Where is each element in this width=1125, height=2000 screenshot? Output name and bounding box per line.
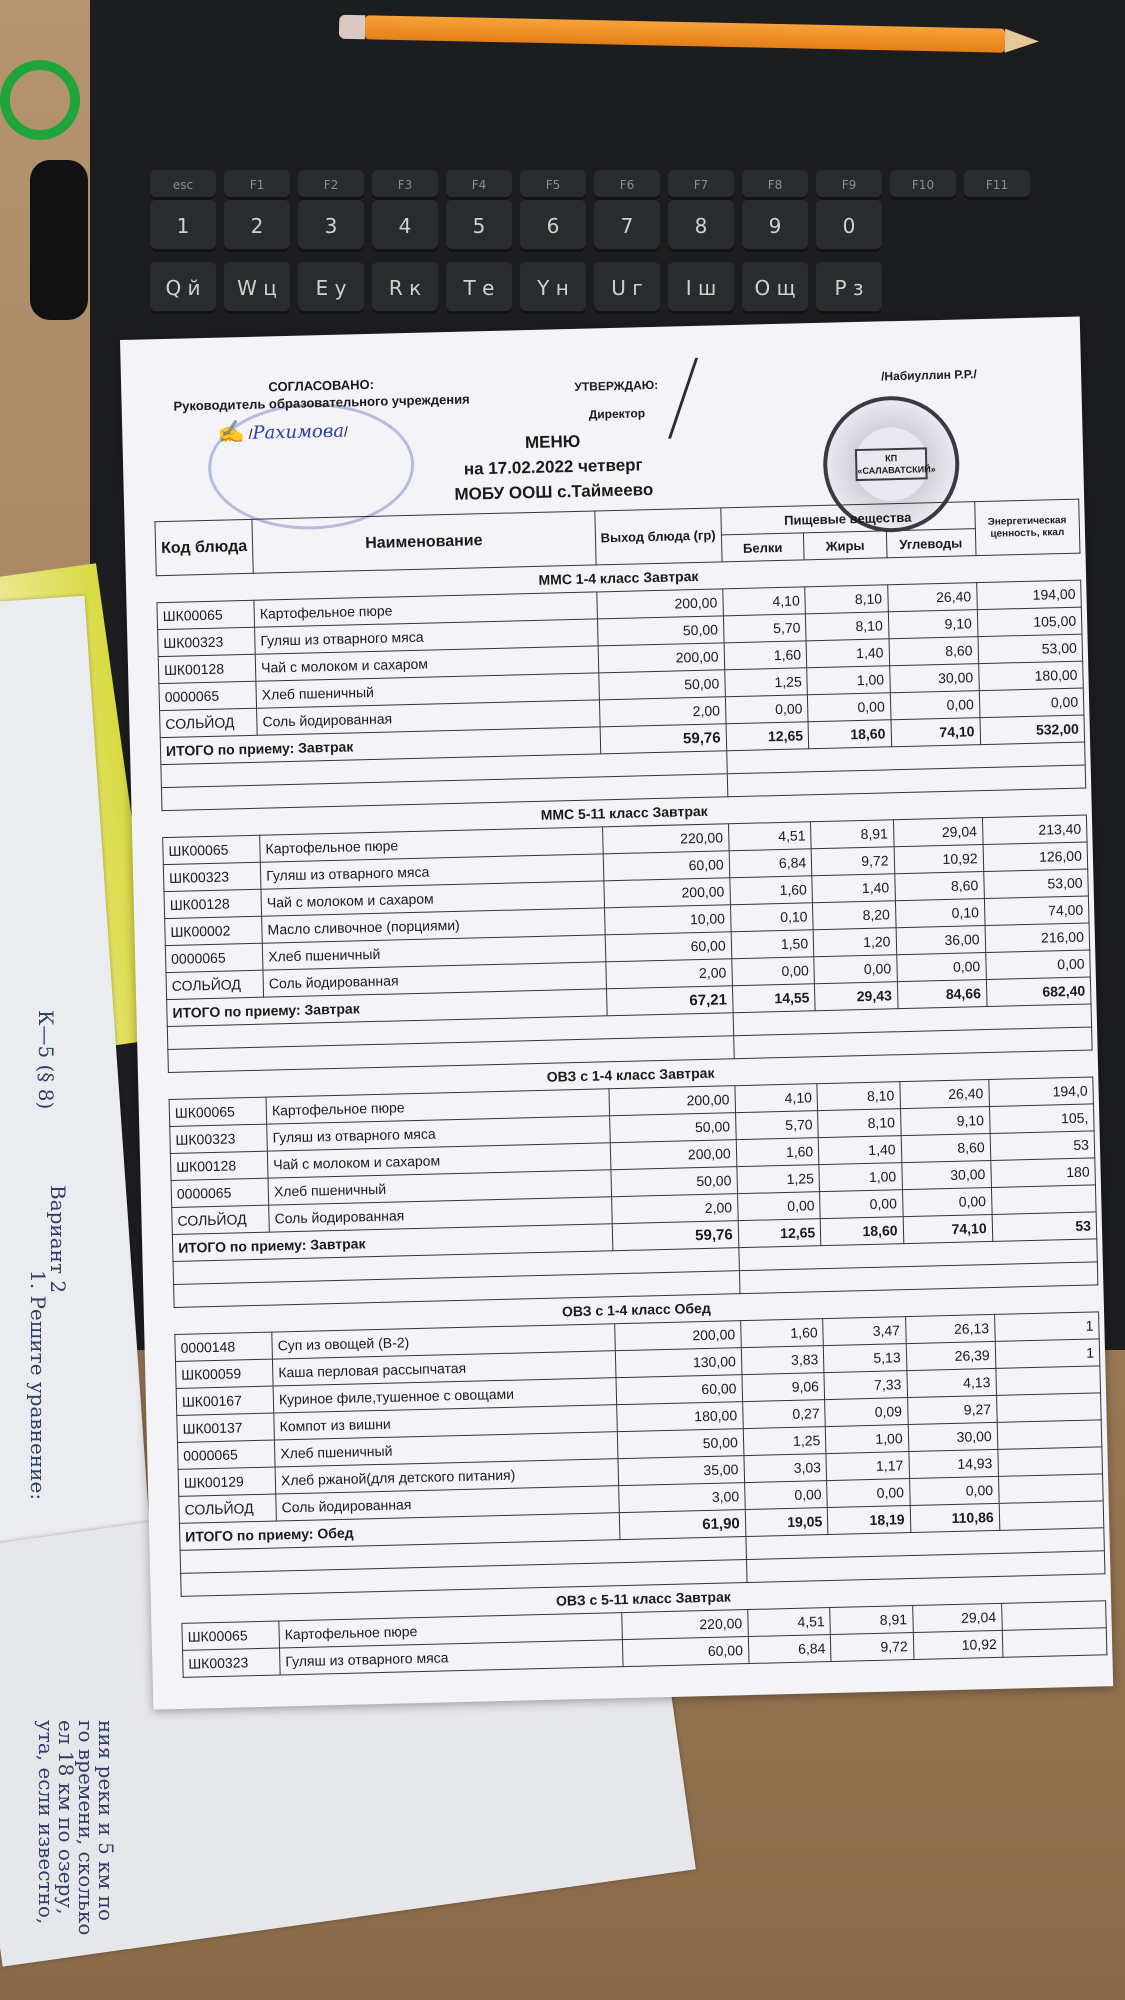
keyboard-key: F10 — [890, 170, 956, 200]
dish-energy: 105,00 — [977, 607, 1082, 637]
dish-energy: 74,00 — [984, 896, 1089, 926]
menu-title-date: на 17.02.2022 четверг — [463, 455, 643, 479]
dish-name: Суп из овощей (В-2) — [272, 1324, 615, 1359]
function-key-row — [150, 170, 1030, 200]
keyboard-key: 1 — [150, 200, 216, 252]
keyboard-key: F4 — [446, 170, 512, 200]
dish-fats: 8,20 — [813, 901, 896, 930]
total-carbs: 74,10 — [903, 1214, 993, 1243]
dish-carbs: 4,13 — [906, 1368, 996, 1397]
dish-output: 50,00 — [598, 670, 725, 700]
menu-title-line1: МЕНЮ — [524, 431, 581, 453]
keyboard-key: F5 — [520, 170, 586, 200]
dish-energy — [997, 1420, 1102, 1450]
keyboard-key: F9 — [816, 170, 882, 200]
section-title: ОВЗ с 5-11 класс Завтрак — [181, 1574, 1105, 1624]
dish-fats: 7,33 — [824, 1371, 907, 1400]
total-carbs: 110,86 — [910, 1503, 1000, 1532]
approval-signature: Рахимова — [252, 420, 345, 444]
dish-fats: 1,00 — [819, 1163, 902, 1192]
menu-title — [342, 424, 764, 509]
total-energy: 532,00 — [980, 715, 1085, 745]
header-nutrients: Пищевые вещества — [720, 502, 975, 535]
keyboard-key: F3 — [372, 170, 438, 200]
worksheet-task: 1. Решите уравнение: — [26, 1270, 50, 1501]
dish-output: 200,00 — [614, 1321, 741, 1351]
dish-fats: 0,00 — [814, 955, 897, 984]
dish-code: ШК00137 — [177, 1413, 275, 1442]
dish-energy: 0,00 — [985, 950, 1090, 980]
dish-code: СОЛЬЙОД — [160, 708, 258, 737]
total-label: ИТОГО по приему: Завтрак — [160, 727, 600, 765]
dish-name: Хлеб пшеничный — [262, 935, 605, 970]
total-proteins: 12,65 — [738, 1219, 821, 1248]
total-output: 61,90 — [619, 1510, 746, 1540]
worksheet-line-3: ел 18 км по озеру, — [54, 1720, 78, 1915]
dish-fats: 8,10 — [805, 585, 888, 614]
dish-name: Хлеб пшеничный — [275, 1432, 618, 1467]
header-carbs: Углеводы — [886, 529, 976, 558]
dish-energy: 53 — [990, 1131, 1095, 1161]
dish-energy: 194,0 — [988, 1077, 1093, 1107]
keyboard-key: R к — [372, 262, 438, 314]
dish-code: СОЛЬЙОД — [172, 1205, 270, 1234]
total-proteins: 14,55 — [732, 984, 815, 1013]
keyboard-key: Q й — [150, 262, 216, 314]
confirmation-title: УТВЕРЖДАЮ: — [574, 377, 659, 394]
section-title: ММС 5-11 класс Завтрак — [162, 788, 1086, 838]
section-title: ОВЗ с 1-4 класс Завтрак — [168, 1050, 1092, 1100]
approval-title: СОГЛАСОВАНО: — [268, 376, 375, 395]
dish-output: 60,00 — [603, 851, 730, 881]
dish-carbs: 9,10 — [900, 1106, 990, 1135]
keyboard-key: O щ — [742, 262, 808, 314]
keyboard-key: 9 — [742, 200, 808, 252]
dish-code: ШК00002 — [165, 916, 263, 945]
dish-energy: 105, — [989, 1104, 1094, 1134]
dish-energy: 0,00 — [979, 688, 1084, 718]
green-clip — [0, 60, 80, 140]
dish-code: ШК00059 — [175, 1359, 273, 1388]
approval-role: Руководитель образовательного учреждения — [173, 391, 470, 414]
keyboard-key: I ш — [668, 262, 734, 314]
total-energy: 682,40 — [986, 977, 1091, 1007]
dish-code: 0000065 — [159, 681, 257, 710]
total-output: 59,76 — [600, 724, 727, 754]
total-label: ИТОГО по приему: Завтрак — [172, 1224, 612, 1262]
keyboard-key: P з — [816, 262, 882, 314]
dish-fats: 8,10 — [818, 1109, 901, 1138]
dish-energy — [996, 1393, 1101, 1423]
dish-fats: 0,09 — [825, 1398, 908, 1427]
dish-output: 220,00 — [602, 824, 729, 854]
dish-code: ШК00323 — [163, 862, 261, 891]
dish-proteins: 3,83 — [741, 1346, 824, 1375]
header-fats: Жиры — [804, 531, 887, 560]
keyboard-key: F11 — [964, 170, 1030, 200]
worksheet-line-4: ута, если известно, — [34, 1720, 58, 1925]
menu-table-body — [156, 553, 1107, 1677]
dish-carbs: 36,00 — [896, 926, 986, 955]
dish-output: 60,00 — [605, 932, 732, 962]
dish-code: 0000148 — [175, 1332, 273, 1361]
dish-proteins: 4,10 — [735, 1084, 818, 1113]
dish-energy: 53,00 — [983, 869, 1088, 899]
keyboard-key: F7 — [668, 170, 734, 200]
dish-proteins: 0,00 — [731, 957, 814, 986]
dish-code: 0000065 — [165, 943, 263, 972]
total-fats: 18,60 — [808, 720, 891, 749]
dish-carbs: 26,39 — [906, 1341, 996, 1370]
dish-energy: 53,00 — [978, 634, 1083, 664]
worksheet-variant: Вариант 2 — [46, 1185, 70, 1294]
dish-carbs: 14,93 — [908, 1449, 998, 1478]
dish-carbs: 10,92 — [913, 1630, 1003, 1659]
confirmation-role: Директор — [588, 406, 646, 422]
dish-fats: 1,40 — [806, 639, 889, 668]
dish-name: Картофельное пюре — [260, 827, 603, 862]
dish-carbs: 8,60 — [901, 1133, 991, 1162]
dish-carbs: 26,40 — [887, 583, 977, 612]
dish-proteins: 0,00 — [725, 695, 808, 724]
dish-code: ШК00167 — [176, 1386, 274, 1415]
dish-output: 50,00 — [611, 1167, 738, 1197]
dish-output: 200,00 — [598, 643, 725, 673]
dish-proteins: 1,60 — [740, 1319, 823, 1348]
keyboard-key: F1 — [224, 170, 290, 200]
dish-output: 220,00 — [621, 1610, 748, 1640]
dish-output: 200,00 — [609, 1086, 736, 1116]
dish-name: Чай с молоком и сахаром — [255, 646, 598, 681]
dish-code: ШК00065 — [163, 835, 261, 864]
dish-carbs: 26,40 — [899, 1080, 989, 1109]
dish-proteins: 0,00 — [744, 1481, 827, 1510]
dish-code: ШК00323 — [183, 1648, 281, 1677]
keyboard-key: W ц — [224, 262, 290, 314]
dish-proteins: 1,25 — [737, 1165, 820, 1194]
dish-fats: 1,20 — [813, 928, 896, 957]
dish-fats: 8,91 — [830, 1606, 913, 1635]
dish-code: ШК00128 — [164, 889, 262, 918]
dish-name: Каша перловая рассыпчатая — [273, 1351, 616, 1386]
menu-title-school: МОБУ ООШ с.Таймеево — [454, 480, 654, 504]
dish-fats: 8,10 — [806, 612, 889, 641]
menu-table — [154, 499, 1107, 1678]
letter-key-row — [150, 262, 882, 314]
dish-output: 50,00 — [597, 616, 724, 646]
total-carbs: 74,10 — [891, 718, 981, 747]
number-key-row — [150, 200, 882, 252]
dish-fats: 5,13 — [823, 1344, 906, 1373]
keyboard-key: 5 — [446, 200, 512, 252]
dish-fats: 1,00 — [807, 666, 890, 695]
dish-fats: 1,17 — [826, 1452, 909, 1481]
total-proteins: 19,05 — [745, 1508, 828, 1537]
dish-name: Хлеб пшеничный — [256, 673, 599, 708]
dish-name: Гуляш из отварного мяса — [255, 619, 598, 654]
keyboard-key: esc — [150, 170, 216, 200]
dish-carbs: 0,00 — [896, 953, 986, 982]
dish-name: Соль йодированная — [263, 962, 606, 997]
total-proteins: 12,65 — [726, 722, 809, 751]
dish-code: ШК00323 — [158, 627, 256, 656]
keyboard-key: Y н — [520, 262, 586, 314]
dish-energy — [991, 1185, 1096, 1215]
total-fats: 29,43 — [815, 982, 898, 1011]
dish-name: Масло сливочное (порциями) — [262, 908, 605, 943]
dish-code: СОЛЬЙОД — [179, 1494, 277, 1523]
dish-output: 50,00 — [617, 1429, 744, 1459]
keyboard-key: F6 — [594, 170, 660, 200]
director-name: /Набиуллин Р.Р./ — [880, 367, 977, 384]
dish-proteins: 1,60 — [729, 876, 812, 905]
total-label: ИТОГО по приему: Обед — [179, 1513, 619, 1551]
total-output: 59,76 — [612, 1221, 739, 1251]
dish-name: Соль йодированная — [257, 700, 600, 735]
dish-name: Соль йодированная — [276, 1486, 619, 1521]
dish-output: 60,00 — [622, 1637, 749, 1667]
dish-energy: 180 — [990, 1158, 1095, 1188]
keyboard-key: 2 — [224, 200, 290, 252]
dish-proteins: 4,51 — [747, 1608, 830, 1637]
keyboard-key: 8 — [668, 200, 734, 252]
dish-output: 180,00 — [616, 1402, 743, 1432]
dish-energy: 194,00 — [976, 580, 1081, 610]
stamp-label: КП «САЛАВАТСКИЙ» — [855, 447, 928, 481]
worksheet-heading: К—5 (§ 8) — [34, 1010, 58, 1110]
dish-carbs: 30,00 — [901, 1160, 991, 1189]
dish-name: Гуляш из отварного мяса — [260, 854, 603, 889]
dish-energy — [998, 1447, 1103, 1477]
total-energy: 53 — [992, 1212, 1097, 1242]
dish-fats: 9,72 — [831, 1633, 914, 1662]
keyboard-key: 0 — [816, 200, 882, 252]
dish-name: Чай с молоком и сахаром — [267, 1143, 610, 1178]
dish-output: 50,00 — [609, 1113, 736, 1143]
dish-energy — [1001, 1601, 1106, 1631]
dish-name: Гуляш из отварного мяса — [267, 1116, 610, 1151]
dish-carbs: 29,04 — [893, 818, 983, 847]
power-cable — [30, 160, 88, 320]
keyboard-key: E у — [298, 262, 364, 314]
total-fats: 18,60 — [820, 1217, 903, 1246]
keyboard-key: 3 — [298, 200, 364, 252]
dish-output: 60,00 — [616, 1375, 743, 1405]
dish-carbs: 29,04 — [912, 1603, 1002, 1632]
dish-code: СОЛЬЙОД — [166, 970, 264, 999]
dish-proteins: 5,70 — [735, 1111, 818, 1140]
keyboard-key: U г — [594, 262, 660, 314]
dish-proteins: 4,10 — [722, 587, 805, 616]
dish-carbs: 0,10 — [895, 899, 985, 928]
worksheet-line-2: го времени, сколько — [74, 1720, 98, 1936]
dish-code: ШК00128 — [158, 654, 256, 683]
dish-carbs: 0,00 — [902, 1187, 992, 1216]
header-name: Наименование — [252, 511, 596, 573]
dish-proteins: 1,50 — [731, 930, 814, 959]
dish-carbs: 0,00 — [890, 691, 980, 720]
total-carbs: 84,66 — [897, 980, 987, 1009]
dish-energy — [996, 1366, 1101, 1396]
dish-code: ШК00065 — [169, 1097, 267, 1126]
dish-proteins: 5,70 — [723, 614, 806, 643]
approval-signature-line: ✍ /Рахимова/ — [216, 418, 349, 445]
dish-code: ШК00323 — [170, 1124, 268, 1153]
dish-fats: 1,40 — [812, 874, 895, 903]
dish-fats: 8,10 — [817, 1082, 900, 1111]
keyboard-key: F8 — [742, 170, 808, 200]
dish-proteins: 1,60 — [736, 1138, 819, 1167]
dish-proteins: 1,60 — [724, 641, 807, 670]
dish-code: ШК00065 — [157, 600, 255, 629]
dish-name: Картофельное пюре — [254, 592, 597, 627]
dish-proteins: 6,84 — [748, 1635, 831, 1664]
keyboard-key: F2 — [298, 170, 364, 200]
dish-proteins: 6,84 — [729, 849, 812, 878]
dish-name: Картофельное пюре — [266, 1089, 609, 1124]
total-label: ИТОГО по приему: Завтрак — [167, 989, 607, 1027]
dish-proteins: 1,25 — [743, 1427, 826, 1456]
dish-name: Хлеб ржаной(для детского питания) — [275, 1459, 618, 1494]
dish-code: 0000065 — [171, 1178, 269, 1207]
dish-fats: 1,40 — [818, 1136, 901, 1165]
total-output: 67,21 — [606, 986, 733, 1016]
dish-name: Гуляш из отварного мяса — [280, 1640, 623, 1675]
dish-output: 200,00 — [603, 878, 730, 908]
dish-carbs: 10,92 — [894, 845, 984, 874]
dish-energy: 1 — [994, 1312, 1099, 1342]
dish-fats: 0,00 — [820, 1190, 903, 1219]
dish-proteins: 3,03 — [744, 1454, 827, 1483]
dish-proteins: 4,51 — [728, 822, 811, 851]
dish-output: 200,00 — [610, 1140, 737, 1170]
keyboard-key: T е — [446, 262, 512, 314]
dish-fats: 0,00 — [808, 693, 891, 722]
dish-proteins: 1,25 — [724, 668, 807, 697]
total-fats: 18,19 — [827, 1506, 910, 1535]
dish-carbs: 8,60 — [894, 872, 984, 901]
dish-energy: 213,40 — [982, 815, 1087, 845]
dish-output: 2,00 — [611, 1194, 738, 1224]
dish-carbs: 30,00 — [908, 1422, 998, 1451]
dish-output: 2,00 — [605, 959, 732, 989]
dish-fats: 3,47 — [823, 1317, 906, 1346]
dish-fats: 9,72 — [811, 847, 894, 876]
menu-sheet — [120, 317, 1113, 1710]
dish-proteins: 0,10 — [730, 903, 813, 932]
dish-output: 3,00 — [618, 1483, 745, 1513]
dish-energy — [998, 1474, 1103, 1504]
header-energy: Энергетическая ценность, ккал — [974, 499, 1080, 556]
dish-output: 200,00 — [596, 589, 723, 619]
dish-name: Компот из вишни — [274, 1405, 617, 1440]
dish-name: Чай с молоком и сахаром — [261, 881, 604, 916]
dish-energy: 180,00 — [978, 661, 1083, 691]
dish-output: 130,00 — [615, 1348, 742, 1378]
dish-code: 0000065 — [177, 1440, 275, 1469]
dish-energy — [1002, 1628, 1107, 1658]
dish-output: 10,00 — [604, 905, 731, 935]
dish-code: ШК00065 — [182, 1621, 280, 1650]
dish-name: Картофельное пюре — [279, 1613, 622, 1648]
dish-name: Хлеб пшеничный — [268, 1170, 611, 1205]
dish-proteins: 9,06 — [742, 1373, 825, 1402]
dish-carbs: 9,10 — [888, 610, 978, 639]
dish-name: Куриное филе,тушенное с овощами — [273, 1378, 616, 1413]
section-title: ОВЗ с 1-4 класс Обед — [174, 1285, 1098, 1335]
dish-proteins: 0,00 — [737, 1192, 820, 1221]
header-output: Выход блюда (гр) — [594, 508, 721, 565]
keyboard-key: 7 — [594, 200, 660, 252]
dish-carbs: 26,13 — [905, 1314, 995, 1343]
dish-output: 35,00 — [618, 1456, 745, 1486]
dish-fats: 8,91 — [811, 820, 894, 849]
dish-output: 2,00 — [599, 697, 726, 727]
worksheet-line-1: ния реки и 5 км по — [94, 1720, 118, 1922]
dish-proteins: 0,27 — [742, 1400, 825, 1429]
dish-code: ШК00129 — [178, 1467, 276, 1496]
dish-carbs: 30,00 — [889, 664, 979, 693]
dish-energy: 126,00 — [983, 842, 1088, 872]
header-code: Код блюда — [155, 519, 253, 575]
header-proteins: Белки — [721, 533, 804, 562]
keyboard-key: 4 — [372, 200, 438, 252]
dish-carbs: 0,00 — [909, 1476, 999, 1505]
dish-energy: 1 — [995, 1339, 1100, 1369]
dish-carbs: 9,27 — [907, 1395, 997, 1424]
section-title: ММС 1-4 класс Завтрак — [156, 553, 1080, 603]
total-energy — [999, 1501, 1104, 1531]
dish-code: ШК00128 — [170, 1151, 268, 1180]
dish-energy: 216,00 — [985, 923, 1090, 953]
keyboard-key: 6 — [520, 200, 586, 252]
approval-block — [171, 373, 472, 414]
dish-carbs: 8,60 — [889, 637, 979, 666]
dish-name: Соль йодированная — [269, 1197, 612, 1232]
dish-fats: 1,00 — [825, 1425, 908, 1454]
dish-fats: 0,00 — [827, 1479, 910, 1508]
